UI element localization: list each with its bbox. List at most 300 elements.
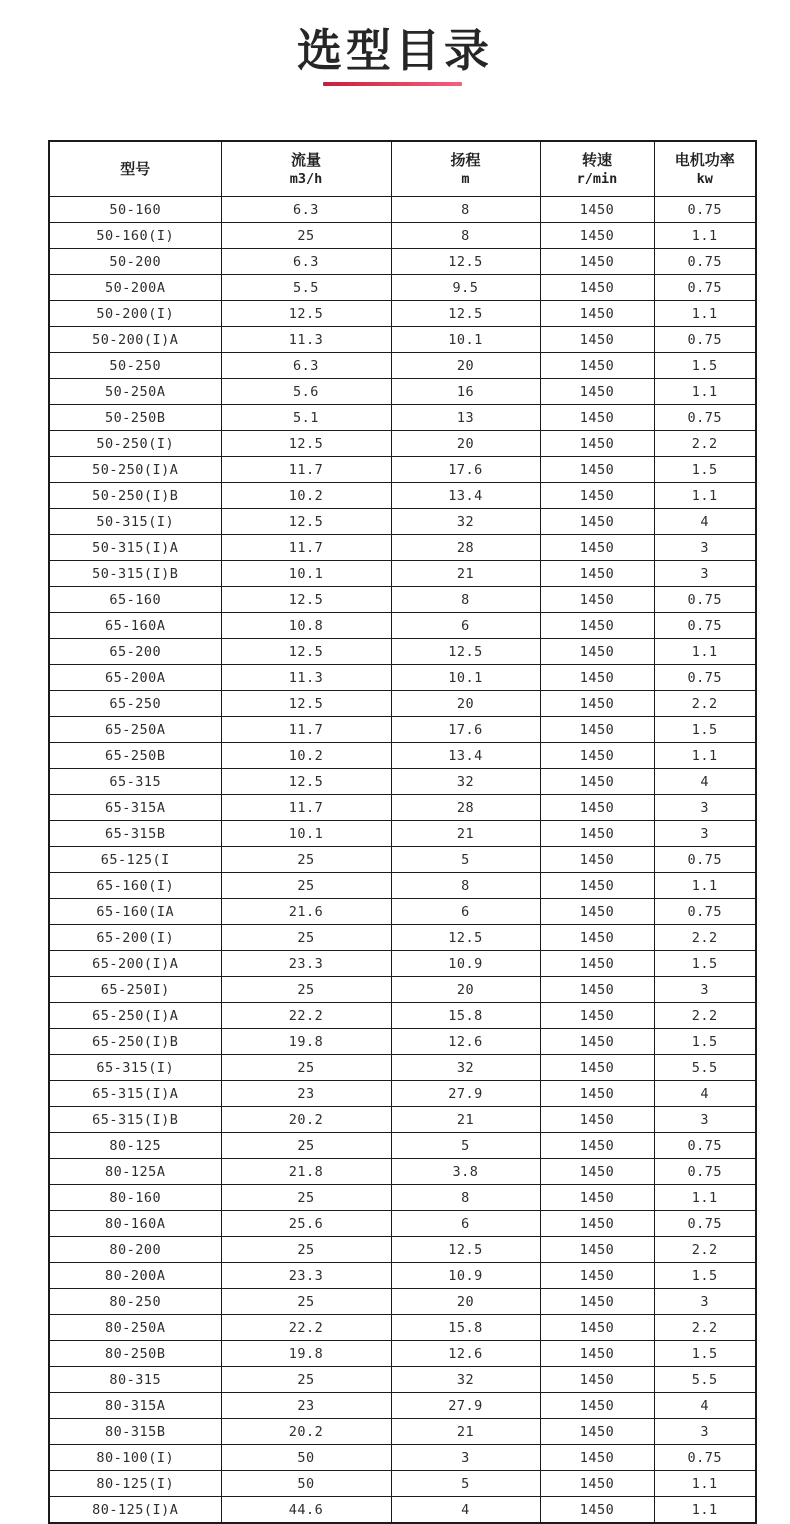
value-cell: 1450 <box>540 977 654 1003</box>
table-row <box>49 1003 756 1029</box>
value-cell: 21 <box>391 1419 540 1445</box>
table-row <box>49 1211 756 1237</box>
model-cell: 80-315B <box>49 1419 221 1445</box>
value-cell: 1.5 <box>654 1029 756 1055</box>
value-cell: 1450 <box>540 1393 654 1419</box>
value-cell: 12.5 <box>391 301 540 327</box>
model-cell: 65-250I) <box>49 977 221 1003</box>
value-cell: 1450 <box>540 1055 654 1081</box>
value-cell: 1450 <box>540 561 654 587</box>
value-cell: 1450 <box>540 405 654 431</box>
table-row <box>49 431 756 457</box>
value-cell: 19.8 <box>221 1341 391 1367</box>
value-cell: 1.1 <box>654 483 756 509</box>
value-cell: 3 <box>654 561 756 587</box>
value-cell: 11.3 <box>221 327 391 353</box>
value-cell: 25 <box>221 1133 391 1159</box>
model-cell: 50-315(I)B <box>49 561 221 587</box>
value-cell: 32 <box>391 509 540 535</box>
value-cell: 25 <box>221 1055 391 1081</box>
model-cell: 65-160A <box>49 613 221 639</box>
value-cell: 8 <box>391 197 540 223</box>
value-cell: 3.8 <box>391 1159 540 1185</box>
value-cell: 19.8 <box>221 1029 391 1055</box>
model-cell: 50-160(I) <box>49 223 221 249</box>
value-cell: 1450 <box>540 613 654 639</box>
table-row <box>49 327 756 353</box>
value-cell: 12.5 <box>391 925 540 951</box>
value-cell: 16 <box>391 379 540 405</box>
value-cell: 11.7 <box>221 795 391 821</box>
value-cell: 1450 <box>540 925 654 951</box>
value-cell: 6.3 <box>221 249 391 275</box>
value-cell: 6.3 <box>221 353 391 379</box>
column-label: 转速 <box>581 150 612 169</box>
model-cell: 50-250(I) <box>49 431 221 457</box>
table-row <box>49 613 756 639</box>
model-cell: 65-160(I) <box>49 873 221 899</box>
table-header-row <box>49 141 756 197</box>
model-cell: 65-200A <box>49 665 221 691</box>
value-cell: 5.5 <box>221 275 391 301</box>
model-cell: 50-160 <box>49 197 221 223</box>
model-cell: 65-250 <box>49 691 221 717</box>
value-cell: 20.2 <box>221 1419 391 1445</box>
table-row <box>49 1445 756 1471</box>
table-row <box>49 535 756 561</box>
table-row <box>49 1081 756 1107</box>
model-cell: 65-250A <box>49 717 221 743</box>
value-cell: 27.9 <box>391 1393 540 1419</box>
value-cell: 22.2 <box>221 1315 391 1341</box>
value-cell: 10.1 <box>221 561 391 587</box>
value-cell: 6 <box>391 1211 540 1237</box>
value-cell: 20 <box>391 691 540 717</box>
value-cell: 1.5 <box>654 457 756 483</box>
value-cell: 5.5 <box>654 1367 756 1393</box>
value-cell: 4 <box>654 769 756 795</box>
column-header-3 <box>540 141 654 197</box>
value-cell: 1450 <box>540 1107 654 1133</box>
column-label: 型号 <box>120 159 151 178</box>
model-cell: 80-125(I)A <box>49 1497 221 1524</box>
model-cell: 50-250(I)B <box>49 483 221 509</box>
value-cell: 1450 <box>540 743 654 769</box>
value-cell: 1450 <box>540 1003 654 1029</box>
value-cell: 1.5 <box>654 1263 756 1289</box>
value-cell: 20.2 <box>221 1107 391 1133</box>
table-row <box>49 1393 756 1419</box>
model-cell: 50-200A <box>49 275 221 301</box>
value-cell: 23 <box>221 1081 391 1107</box>
model-cell: 80-125A <box>49 1159 221 1185</box>
value-cell: 3 <box>654 795 756 821</box>
table-row <box>49 1315 756 1341</box>
value-cell: 21 <box>391 1107 540 1133</box>
value-cell: 1.1 <box>654 301 756 327</box>
value-cell: 22.2 <box>221 1003 391 1029</box>
value-cell: 5.6 <box>221 379 391 405</box>
table-row <box>49 1237 756 1263</box>
value-cell: 13.4 <box>391 483 540 509</box>
value-cell: 5 <box>391 847 540 873</box>
table-row <box>49 457 756 483</box>
model-cell: 65-125(I <box>49 847 221 873</box>
table-row <box>49 1159 756 1185</box>
model-cell: 65-250(I)A <box>49 1003 221 1029</box>
value-cell: 1450 <box>540 1237 654 1263</box>
value-cell: 10.8 <box>221 613 391 639</box>
value-cell: 23.3 <box>221 1263 391 1289</box>
column-header-2 <box>391 141 540 197</box>
value-cell: 11.3 <box>221 665 391 691</box>
value-cell: 0.75 <box>654 275 756 301</box>
value-cell: 12.5 <box>391 249 540 275</box>
value-cell: 21 <box>391 821 540 847</box>
value-cell: 1450 <box>540 1471 654 1497</box>
column-unit: m <box>461 171 470 188</box>
model-cell: 50-200 <box>49 249 221 275</box>
value-cell: 4 <box>654 1393 756 1419</box>
value-cell: 2.2 <box>654 431 756 457</box>
model-cell: 80-200 <box>49 1237 221 1263</box>
value-cell: 1450 <box>540 1185 654 1211</box>
value-cell: 1450 <box>540 587 654 613</box>
model-cell: 80-315A <box>49 1393 221 1419</box>
model-cell: 50-250 <box>49 353 221 379</box>
value-cell: 1450 <box>540 1029 654 1055</box>
table-row <box>49 301 756 327</box>
value-cell: 8 <box>391 873 540 899</box>
value-cell: 3 <box>654 821 756 847</box>
value-cell: 17.6 <box>391 457 540 483</box>
value-cell: 5.5 <box>654 1055 756 1081</box>
model-cell: 65-200(I) <box>49 925 221 951</box>
value-cell: 1450 <box>540 483 654 509</box>
table-row <box>49 223 756 249</box>
value-cell: 1450 <box>540 379 654 405</box>
column-header-0 <box>49 141 221 197</box>
value-cell: 1450 <box>540 1263 654 1289</box>
model-cell: 80-250 <box>49 1289 221 1315</box>
page-title: 选型目录 <box>296 24 493 77</box>
value-cell: 10.1 <box>391 665 540 691</box>
table-row <box>49 821 756 847</box>
value-cell: 32 <box>391 769 540 795</box>
table-row <box>49 1289 756 1315</box>
model-cell: 50-250A <box>49 379 221 405</box>
column-label: 流量 <box>290 150 321 169</box>
value-cell: 23.3 <box>221 951 391 977</box>
table-row <box>49 899 756 925</box>
value-cell: 1450 <box>540 717 654 743</box>
value-cell: 1450 <box>540 275 654 301</box>
table-row <box>49 483 756 509</box>
value-cell: 12.5 <box>221 587 391 613</box>
table-row <box>49 1107 756 1133</box>
column-unit: r/min <box>576 171 618 188</box>
value-cell: 0.75 <box>654 405 756 431</box>
value-cell: 1.1 <box>654 1497 756 1524</box>
value-cell: 1450 <box>540 899 654 925</box>
value-cell: 0.75 <box>654 613 756 639</box>
model-cell: 65-315(I) <box>49 1055 221 1081</box>
table-row <box>49 1133 756 1159</box>
value-cell: 12.5 <box>221 301 391 327</box>
value-cell: 1450 <box>540 249 654 275</box>
value-cell: 9.5 <box>391 275 540 301</box>
value-cell: 6 <box>391 899 540 925</box>
value-cell: 1450 <box>540 1159 654 1185</box>
value-cell: 11.7 <box>221 535 391 561</box>
value-cell: 10.9 <box>391 1263 540 1289</box>
value-cell: 4 <box>654 509 756 535</box>
value-cell: 1450 <box>540 691 654 717</box>
value-cell: 44.6 <box>221 1497 391 1524</box>
value-cell: 8 <box>391 587 540 613</box>
value-cell: 0.75 <box>654 197 756 223</box>
value-cell: 12.5 <box>391 1237 540 1263</box>
value-cell: 13 <box>391 405 540 431</box>
value-cell: 20 <box>391 431 540 457</box>
value-cell: 10.1 <box>221 821 391 847</box>
value-cell: 32 <box>391 1055 540 1081</box>
value-cell: 1.1 <box>654 639 756 665</box>
value-cell: 1450 <box>540 1419 654 1445</box>
table-row <box>49 1419 756 1445</box>
column-header-4 <box>654 141 756 197</box>
value-cell: 1450 <box>540 197 654 223</box>
column-label: 电机功率 <box>674 150 735 169</box>
table-row <box>49 639 756 665</box>
model-cell: 80-315 <box>49 1367 221 1393</box>
column-unit: m3/h <box>289 171 323 188</box>
value-cell: 21.6 <box>221 899 391 925</box>
model-cell: 50-200(I) <box>49 301 221 327</box>
value-cell: 25 <box>221 847 391 873</box>
value-cell: 1.1 <box>654 223 756 249</box>
model-cell: 65-200(I)A <box>49 951 221 977</box>
value-cell: 1.1 <box>654 743 756 769</box>
value-cell: 6.3 <box>221 197 391 223</box>
value-cell: 1450 <box>540 509 654 535</box>
table-row <box>49 1055 756 1081</box>
column-header-1 <box>221 141 391 197</box>
table-row <box>49 587 756 613</box>
value-cell: 1.1 <box>654 873 756 899</box>
value-cell: 2.2 <box>654 1003 756 1029</box>
model-cell: 50-315(I) <box>49 509 221 535</box>
model-cell: 65-160(IA <box>49 899 221 925</box>
value-cell: 4 <box>391 1497 540 1524</box>
model-cell: 80-160A <box>49 1211 221 1237</box>
value-cell: 12.6 <box>391 1341 540 1367</box>
value-cell: 12.5 <box>221 509 391 535</box>
model-cell: 65-315A <box>49 795 221 821</box>
value-cell: 1450 <box>540 1341 654 1367</box>
value-cell: 5.1 <box>221 405 391 431</box>
value-cell: 1450 <box>540 1133 654 1159</box>
table-row <box>49 873 756 899</box>
table-row <box>49 1185 756 1211</box>
value-cell: 1450 <box>540 301 654 327</box>
value-cell: 50 <box>221 1445 391 1471</box>
value-cell: 11.7 <box>221 717 391 743</box>
value-cell: 12.5 <box>391 639 540 665</box>
table-row <box>49 561 756 587</box>
table-row <box>49 743 756 769</box>
value-cell: 0.75 <box>654 1445 756 1471</box>
value-cell: 4 <box>654 1081 756 1107</box>
column-unit: kw <box>696 171 713 188</box>
value-cell: 0.75 <box>654 1133 756 1159</box>
value-cell: 0.75 <box>654 587 756 613</box>
value-cell: 1450 <box>540 1497 654 1524</box>
value-cell: 1450 <box>540 223 654 249</box>
value-cell: 1450 <box>540 457 654 483</box>
table-row <box>49 1029 756 1055</box>
value-cell: 10.2 <box>221 743 391 769</box>
value-cell: 1450 <box>540 1367 654 1393</box>
model-cell: 65-250B <box>49 743 221 769</box>
value-cell: 25 <box>221 1367 391 1393</box>
value-cell: 25 <box>221 1237 391 1263</box>
table-row <box>49 379 756 405</box>
value-cell: 17.6 <box>391 717 540 743</box>
value-cell: 0.75 <box>654 1211 756 1237</box>
table-row <box>49 769 756 795</box>
value-cell: 21.8 <box>221 1159 391 1185</box>
model-cell: 65-315(I)A <box>49 1081 221 1107</box>
model-cell: 80-250A <box>49 1315 221 1341</box>
table-row <box>49 1471 756 1497</box>
value-cell: 1450 <box>540 1289 654 1315</box>
value-cell: 12.5 <box>221 769 391 795</box>
table-row <box>49 1341 756 1367</box>
table-row <box>49 249 756 275</box>
value-cell: 12.6 <box>391 1029 540 1055</box>
value-cell: 32 <box>391 1367 540 1393</box>
value-cell: 8 <box>391 223 540 249</box>
value-cell: 10.2 <box>221 483 391 509</box>
value-cell: 25 <box>221 873 391 899</box>
table-row <box>49 951 756 977</box>
value-cell: 1.5 <box>654 353 756 379</box>
value-cell: 6 <box>391 613 540 639</box>
value-cell: 1.1 <box>654 1471 756 1497</box>
selection-catalog-table <box>48 140 757 1524</box>
model-cell: 50-250B <box>49 405 221 431</box>
value-cell: 25.6 <box>221 1211 391 1237</box>
table-row <box>49 717 756 743</box>
value-cell: 3 <box>654 1419 756 1445</box>
table-row <box>49 509 756 535</box>
value-cell: 2.2 <box>654 925 756 951</box>
value-cell: 0.75 <box>654 665 756 691</box>
value-cell: 3 <box>654 1289 756 1315</box>
table-row <box>49 353 756 379</box>
value-cell: 28 <box>391 535 540 561</box>
value-cell: 1.1 <box>654 379 756 405</box>
value-cell: 21 <box>391 561 540 587</box>
model-cell: 80-160 <box>49 1185 221 1211</box>
value-cell: 3 <box>654 535 756 561</box>
value-cell: 15.8 <box>391 1315 540 1341</box>
value-cell: 1450 <box>540 327 654 353</box>
value-cell: 1450 <box>540 847 654 873</box>
value-cell: 1450 <box>540 821 654 847</box>
value-cell: 25 <box>221 1289 391 1315</box>
model-cell: 80-125 <box>49 1133 221 1159</box>
value-cell: 3 <box>391 1445 540 1471</box>
value-cell: 12.5 <box>221 431 391 457</box>
table-body <box>49 197 756 1524</box>
value-cell: 20 <box>391 977 540 1003</box>
value-cell: 1450 <box>540 951 654 977</box>
model-cell: 80-125(I) <box>49 1471 221 1497</box>
table-row <box>49 275 756 301</box>
value-cell: 12.5 <box>221 639 391 665</box>
value-cell: 1450 <box>540 353 654 379</box>
value-cell: 8 <box>391 1185 540 1211</box>
value-cell: 1450 <box>540 639 654 665</box>
table-row <box>49 925 756 951</box>
model-cell: 65-315(I)B <box>49 1107 221 1133</box>
table-row <box>49 795 756 821</box>
value-cell: 28 <box>391 795 540 821</box>
column-label: 扬程 <box>450 150 481 169</box>
value-cell: 20 <box>391 1289 540 1315</box>
value-cell: 15.8 <box>391 1003 540 1029</box>
value-cell: 1450 <box>540 1211 654 1237</box>
value-cell: 1450 <box>540 1315 654 1341</box>
model-cell: 65-200 <box>49 639 221 665</box>
title-underline <box>323 82 462 86</box>
model-cell: 80-250B <box>49 1341 221 1367</box>
value-cell: 0.75 <box>654 899 756 925</box>
value-cell: 5 <box>391 1471 540 1497</box>
value-cell: 0.75 <box>654 847 756 873</box>
value-cell: 1.5 <box>654 951 756 977</box>
value-cell: 13.4 <box>391 743 540 769</box>
value-cell: 3 <box>654 1107 756 1133</box>
value-cell: 0.75 <box>654 327 756 353</box>
value-cell: 1.5 <box>654 1341 756 1367</box>
value-cell: 5 <box>391 1133 540 1159</box>
table-row <box>49 691 756 717</box>
table-row <box>49 665 756 691</box>
model-cell: 65-315B <box>49 821 221 847</box>
value-cell: 1450 <box>540 535 654 561</box>
value-cell: 1.5 <box>654 717 756 743</box>
value-cell: 25 <box>221 925 391 951</box>
value-cell: 25 <box>221 977 391 1003</box>
value-cell: 2.2 <box>654 691 756 717</box>
value-cell: 23 <box>221 1393 391 1419</box>
table-row <box>49 1263 756 1289</box>
table-row <box>49 197 756 223</box>
model-cell: 65-160 <box>49 587 221 613</box>
value-cell: 25 <box>221 1185 391 1211</box>
model-cell: 80-200A <box>49 1263 221 1289</box>
value-cell: 25 <box>221 223 391 249</box>
value-cell: 1450 <box>540 431 654 457</box>
table-row <box>49 405 756 431</box>
value-cell: 1450 <box>540 769 654 795</box>
table-header <box>49 141 756 197</box>
model-cell: 50-200(I)A <box>49 327 221 353</box>
model-cell: 80-100(I) <box>49 1445 221 1471</box>
